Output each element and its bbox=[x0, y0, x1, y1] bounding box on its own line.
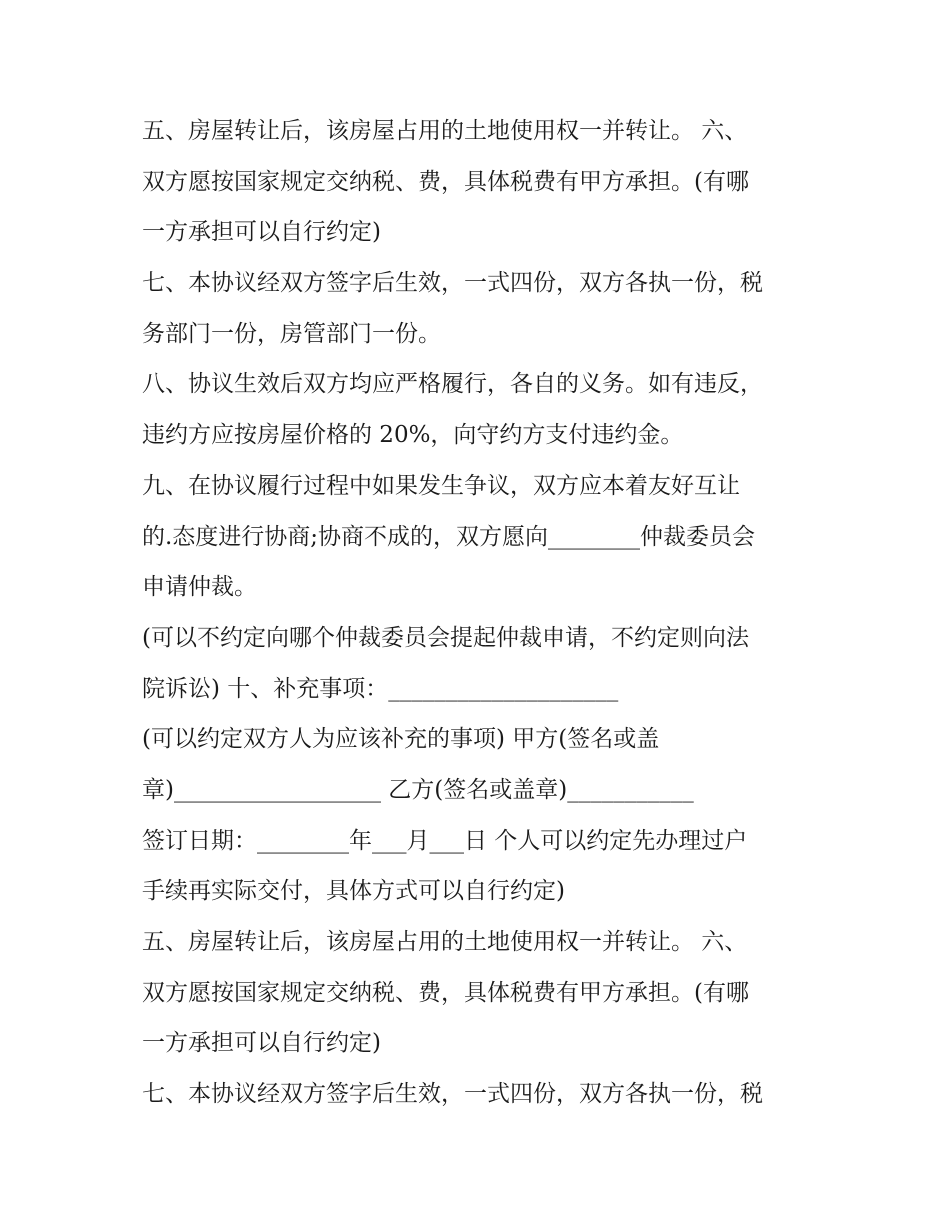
text-line: 章)__________________ 乙方(签名或盖章)___________ bbox=[142, 776, 694, 803]
text-line: 双方愿按国家规定交纳税、费，具体税费有甲方承担。(有哪 bbox=[142, 168, 749, 195]
text-line: 一方承担可以自行约定) bbox=[142, 219, 381, 246]
text-line: 五、房屋转让后，该房屋占用的土地使用权一并转让。 六、 bbox=[142, 929, 748, 955]
text-line: 的.态度进行协商;协商不成的，双方愿向________仲裁委员会 bbox=[142, 523, 756, 550]
text-line: 七、本协议经双方签字后生效，一式四份，双方各执一份，税 bbox=[142, 1081, 763, 1108]
text-line: (可以约定双方人为应该补充的事项) 甲方(签名或盖 bbox=[142, 726, 660, 753]
text-line: 八、协议生效后双方均应严格履行，各自的义务。如有违反， bbox=[142, 371, 763, 398]
text-line: 院诉讼) 十、补充事项：____________________ bbox=[142, 675, 619, 702]
text-line: 双方愿按国家规定交纳税、费，具体税费有甲方承担。(有哪 bbox=[142, 979, 749, 1006]
document-body bbox=[142, 106, 822, 1120]
text-line: 一方承担可以自行约定) bbox=[142, 1030, 381, 1057]
text-line: 九、在协议履行过程中如果发生争议，双方应本着友好互让 bbox=[142, 472, 740, 499]
text-line: 申请仲裁。 bbox=[142, 574, 257, 601]
text-line: (可以不约定向哪个仲裁委员会提起仲裁申请，不约定则向法 bbox=[142, 624, 749, 651]
text-line: 五、房屋转让后，该房屋占用的土地使用权一并转让。 六、 bbox=[142, 118, 748, 144]
text-line: 七、本协议经双方签字后生效，一式四份，双方各执一份，税 bbox=[142, 270, 763, 297]
text-line: 务部门一份，房管部门一份。 bbox=[142, 320, 441, 347]
text-line: 违约方应按房屋价格的 20%，向守约方支付违约金。 bbox=[142, 422, 684, 449]
text-line: 手续再实际交付，具体方式可以自行约定) bbox=[142, 878, 565, 905]
text-line: 签订日期：________年___月___日 个人可以约定先办理过户 bbox=[142, 827, 748, 854]
